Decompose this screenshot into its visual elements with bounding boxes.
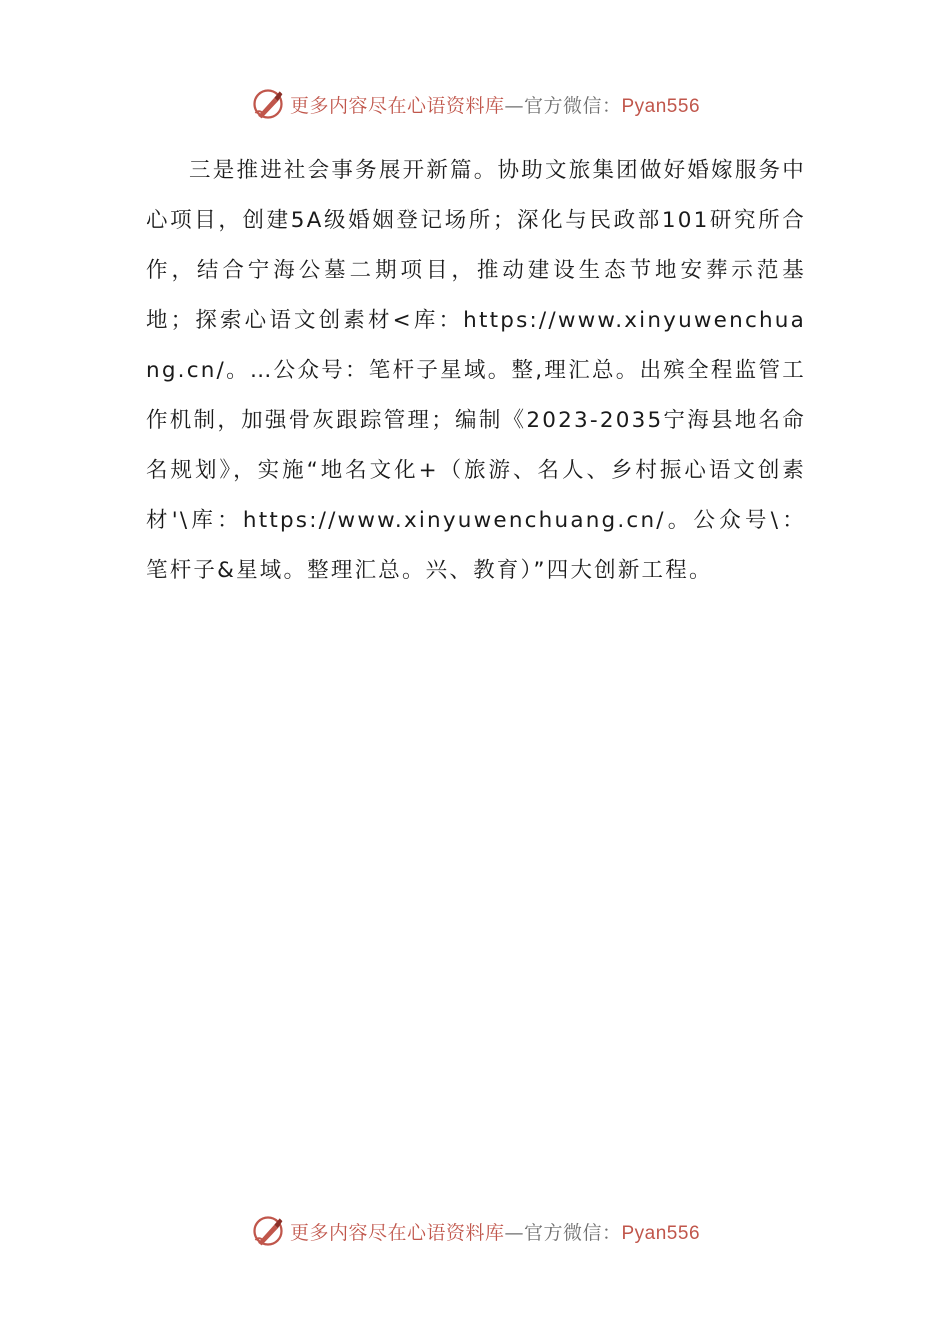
header-subtitle: —官方微信： bbox=[504, 94, 622, 117]
pen-logo-icon bbox=[250, 1213, 286, 1249]
header-banner bbox=[0, 84, 950, 124]
header-title: 更多内容尽在心语资料库 bbox=[289, 94, 505, 117]
header-text bbox=[290, 91, 700, 118]
footer-text bbox=[290, 1218, 700, 1245]
footer-title: 更多内容尽在心语资料库 bbox=[289, 1221, 505, 1244]
footer-banner bbox=[0, 1211, 950, 1251]
footer-subtitle: —官方微信： bbox=[504, 1221, 622, 1244]
body-paragraph: 三是推进社会事务展开新篇。协助文旅集团做好婚嫁服务中心项目，创建5A级婚姻登记场所；深化与民政部101研究所合作，结合宁海公墓二期项目，推动建设生态节地安葬示范基地；探索心语文创素材<库：https://www.xinyuwenchuang.cn/。…公众号：笔杆子星域。整,理汇总。出殡全程监管工作机制，加强骨灰跟踪管理；编制《2023-2035宁海县地名命名规划》，实施“地名文化+（旅游、名人、乡村振心语文创素材'\库：https://www.xinyuwenchuang.cn/。公众号\：笔杆子&星域。整理汇总。兴、教育）”四大创新工程。 bbox=[146, 158, 806, 583]
header-wechat-id: Pyan556 bbox=[621, 95, 701, 117]
document-body bbox=[146, 146, 806, 596]
footer-wechat-id: Pyan556 bbox=[621, 1222, 701, 1244]
pen-logo-icon bbox=[250, 86, 286, 122]
